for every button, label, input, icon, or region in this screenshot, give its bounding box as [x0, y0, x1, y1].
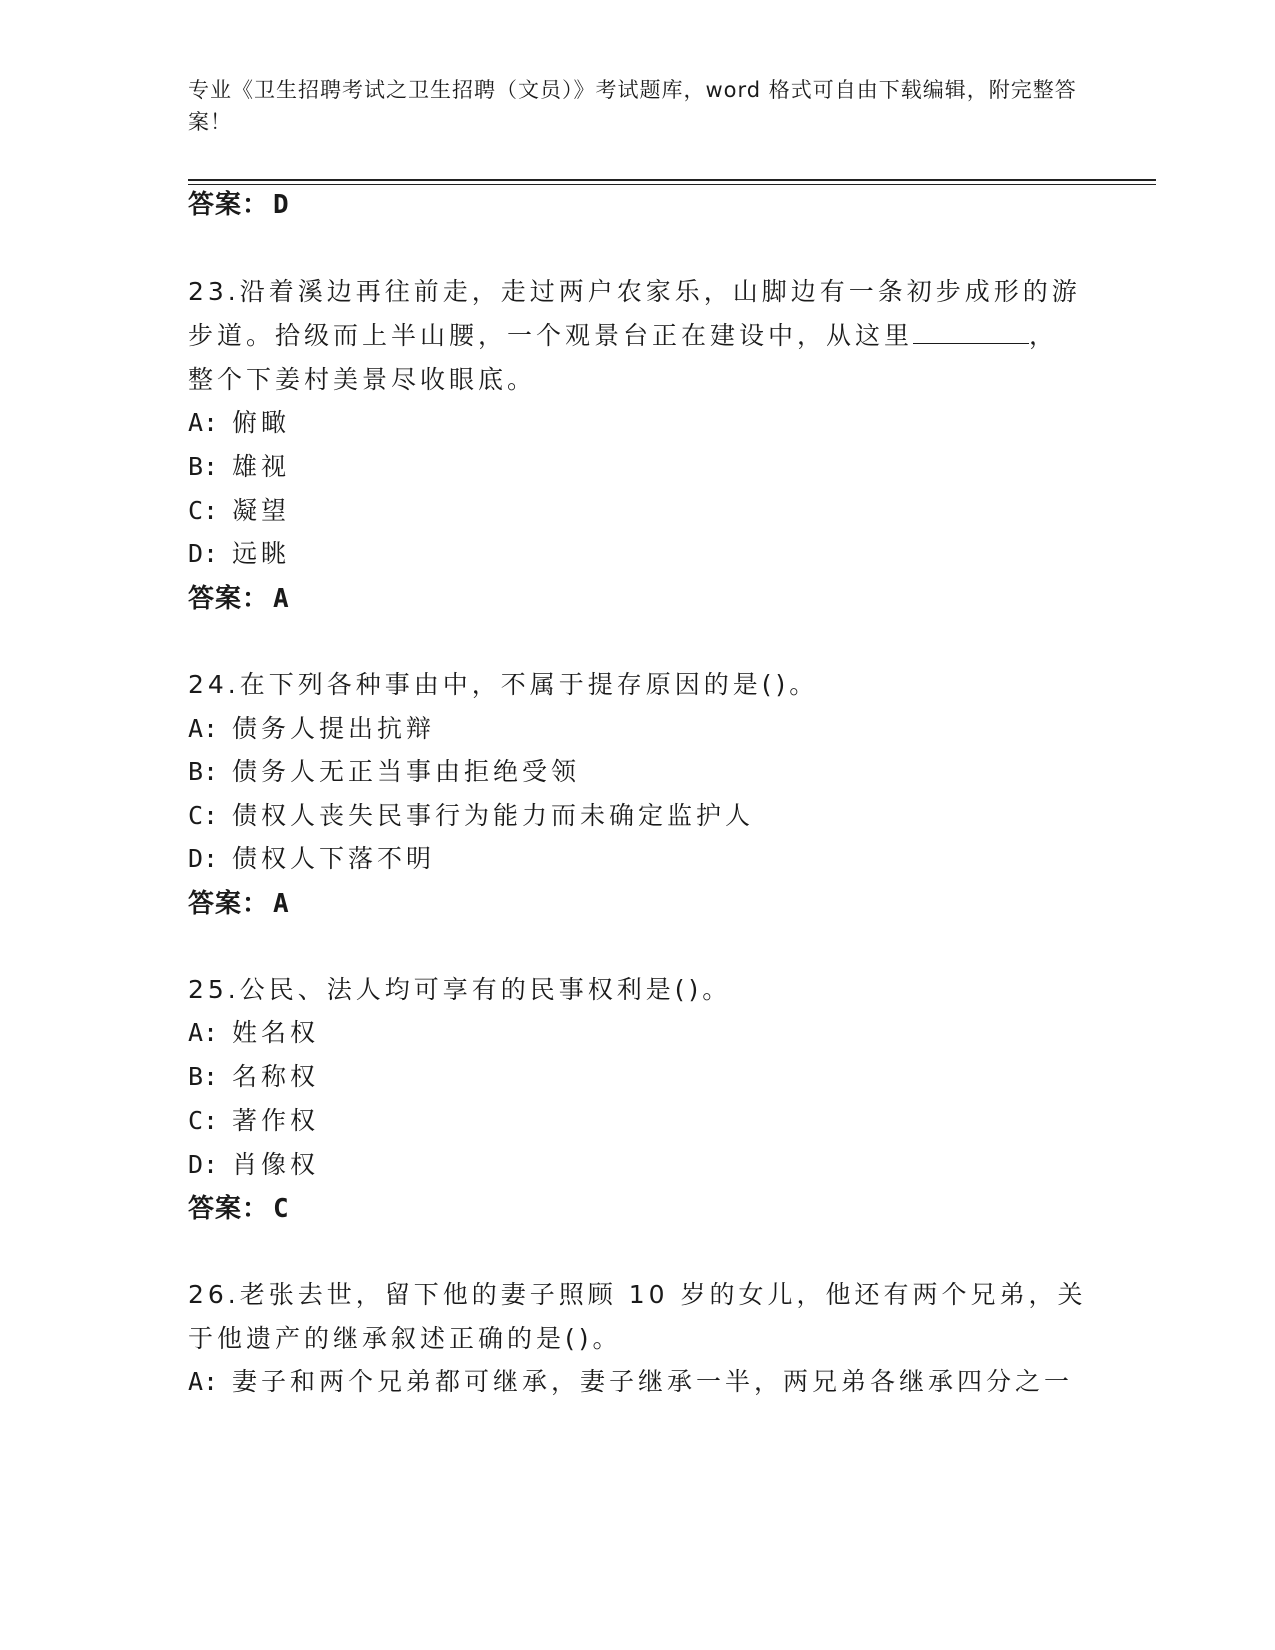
question-23-answer: 答案： A — [188, 584, 290, 614]
question-23-option-b: B: 雄视 — [188, 452, 291, 481]
fill-blank — [913, 321, 1029, 344]
question-24-option-c: C: 债权人丧失民事行为能力而未确定监护人 — [188, 801, 755, 830]
question-23-option-c: C: 凝望 — [188, 496, 291, 525]
question-25-option-b: B: 名称权 — [188, 1062, 320, 1091]
question-23-stem-line-1: 23.沿着溪边再往前走，走过两户农家乐，山脚边有一条初步成形的游 — [188, 277, 1081, 306]
question-25-answer: 答案： C — [188, 1194, 290, 1224]
question-26-option-a: A: 妻子和两个兄弟都可继承，妻子继承一半，两兄弟各继承四分之一 — [188, 1367, 1074, 1396]
question-23-stem-line-2: 步道。拾级而上半山腰，一个观景台正在建设中，从这里 ， — [188, 321, 1059, 350]
question-23-option-d: D: 远眺 — [188, 539, 291, 568]
question-23-stem-line-3: 整个下姜村美景尽收眼底。 — [188, 365, 537, 394]
question-24-option-a: A: 债务人提出抗辩 — [188, 714, 436, 743]
document-header — [188, 74, 1078, 138]
question-24-option-d: D: 债权人下落不明 — [188, 844, 436, 873]
question-26-stem-line-2: 于他遗产的继承叙述正确的是()。 — [188, 1324, 622, 1353]
question-25-option-a: A: 姓名权 — [188, 1018, 320, 1047]
question-24-option-b: B: 债务人无正当事由拒绝受领 — [188, 757, 581, 786]
question-25-option-d: D: 肖像权 — [188, 1150, 320, 1179]
header-text: 专业《卫生招聘考试之卫生招聘（文员）》考试题库，word 格式可自由下载编辑，附完整答案！ — [188, 78, 1077, 134]
header-divider — [188, 179, 1156, 185]
question-25-option-c: C: 著作权 — [188, 1106, 320, 1135]
question-23-option-a: A: 俯瞰 — [188, 408, 291, 437]
question-25-stem: 25.公民、法人均可享有的民事权利是()。 — [188, 975, 732, 1004]
question-24-stem: 24.在下列各种事由中，不属于提存原因的是()。 — [188, 670, 819, 699]
question-24-answer: 答案： A — [188, 889, 290, 919]
question-26-stem-line-1: 26.老张去世，留下他的妻子照顾 10 岁的女儿，他还有两个兄弟，关 — [188, 1280, 1087, 1309]
answer-prev: 答案： D — [188, 190, 290, 220]
